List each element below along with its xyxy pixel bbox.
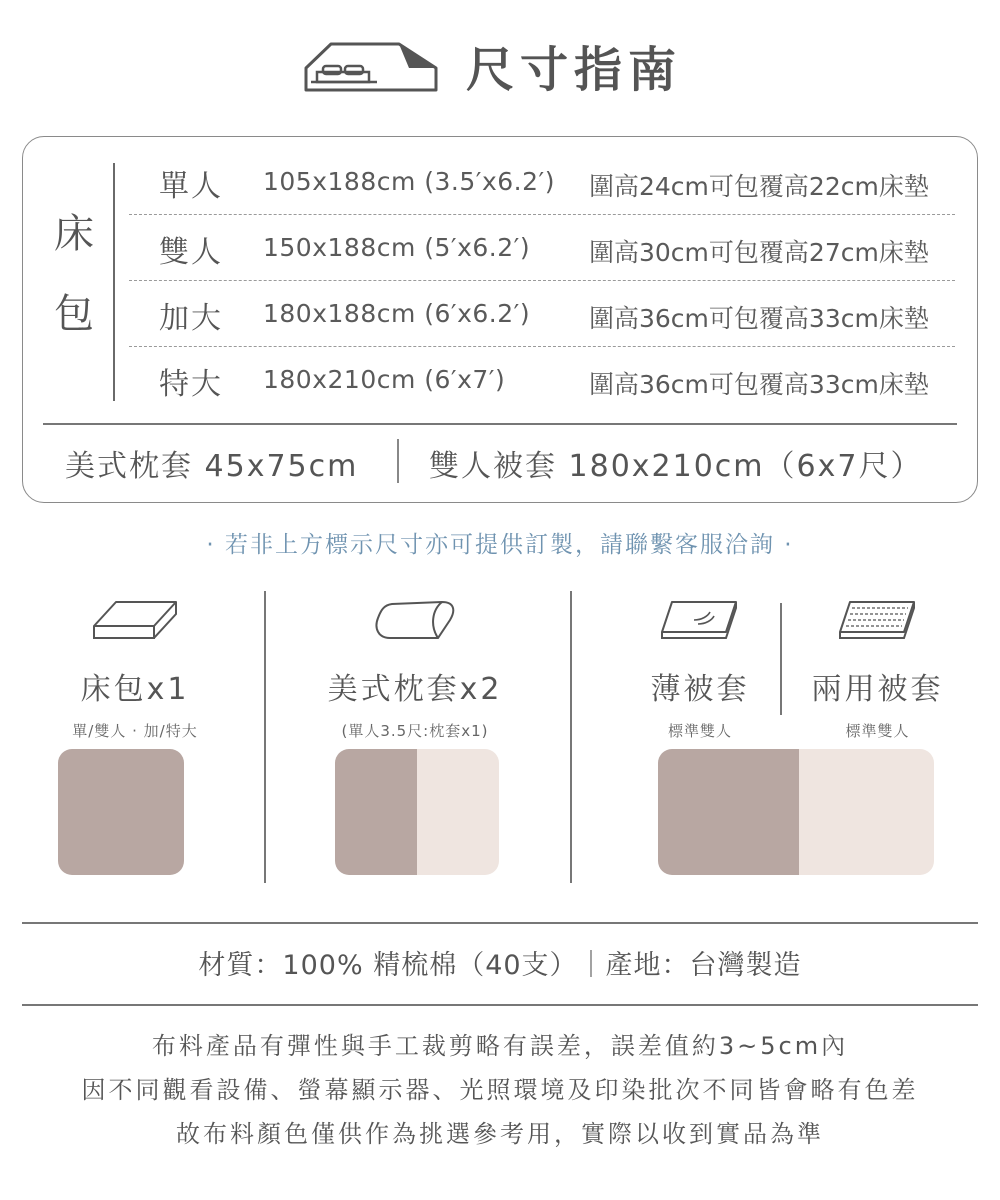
product-fitted-sheet: 床包x1 單/雙人 · 加/特大 xyxy=(40,596,230,741)
product-thin-quilt: 薄被套 標準雙人 xyxy=(620,596,780,741)
divider xyxy=(397,439,399,483)
color-swatch-taupe xyxy=(335,749,417,875)
note-line: 故布料顏色僅供作為挑選參考用，實際以收到實品為準 xyxy=(176,1120,824,1148)
bed-room-icon xyxy=(303,38,439,94)
color-swatch-taupe xyxy=(58,749,184,875)
divider xyxy=(113,163,115,401)
material-origin: 材質：100% 精梳棉（40支）｜產地：台灣製造 xyxy=(198,950,802,981)
size-row-single: 單人 105x188cm (3.5′x6.2′) 圍高24cm可包覆高22cm床墊 xyxy=(159,167,929,204)
pillow-icon xyxy=(372,596,458,644)
fitted-sheet-icon xyxy=(90,596,180,644)
color-swatch-blush xyxy=(417,749,499,875)
divider xyxy=(43,423,957,425)
duvet-swatch xyxy=(658,749,934,875)
duvet-size: 雙人被套 180x210cm（6x7尺） xyxy=(429,449,923,484)
color-swatch-blush xyxy=(799,749,934,875)
pillowcase-swatch xyxy=(335,749,499,875)
pillowcase-size: 美式枕套 45x75cm xyxy=(65,449,359,484)
note-line: 因不同觀看設備、螢幕顯示器、光照環境及印染批次不同皆會略有色差 xyxy=(81,1076,919,1104)
product-quilted-duvet: 兩用被套 標準雙人 xyxy=(800,596,955,741)
quilted-duvet-icon xyxy=(836,596,920,644)
size-row-queen: 加大 180x188cm (6′x6.2′) 圍高36cm可包覆高33cm床墊 xyxy=(159,299,929,336)
column-divider xyxy=(570,591,572,883)
header xyxy=(0,30,1000,110)
divider xyxy=(22,922,978,924)
size-spec-box xyxy=(22,136,978,503)
fitted-sheet-label: 床 包 xyxy=(54,211,94,337)
color-swatch-taupe xyxy=(658,749,799,875)
custom-size-notice: · 若非上方標示尺寸亦可提供訂製，請聯繫客服洽詢 · xyxy=(206,532,794,558)
column-divider xyxy=(264,591,266,883)
fitted-sheet-swatch xyxy=(58,749,184,875)
page-title: 尺寸指南 xyxy=(466,42,683,98)
product-pillowcase: 美式枕套x2 (單人3.5尺:枕套x1) xyxy=(300,596,530,741)
divider xyxy=(22,1004,978,1006)
thin-quilt-icon xyxy=(658,596,742,644)
size-row-king: 特大 180x210cm (6′x7′) 圍高36cm可包覆高33cm床墊 xyxy=(159,365,929,402)
column-divider xyxy=(780,603,782,715)
size-row-double: 雙人 150x188cm (5′x6.2′) 圍高30cm可包覆高27cm床墊 xyxy=(159,233,929,270)
note-line: 布料產品有彈性與手工裁剪略有誤差，誤差值約3~5cm內 xyxy=(151,1032,849,1060)
